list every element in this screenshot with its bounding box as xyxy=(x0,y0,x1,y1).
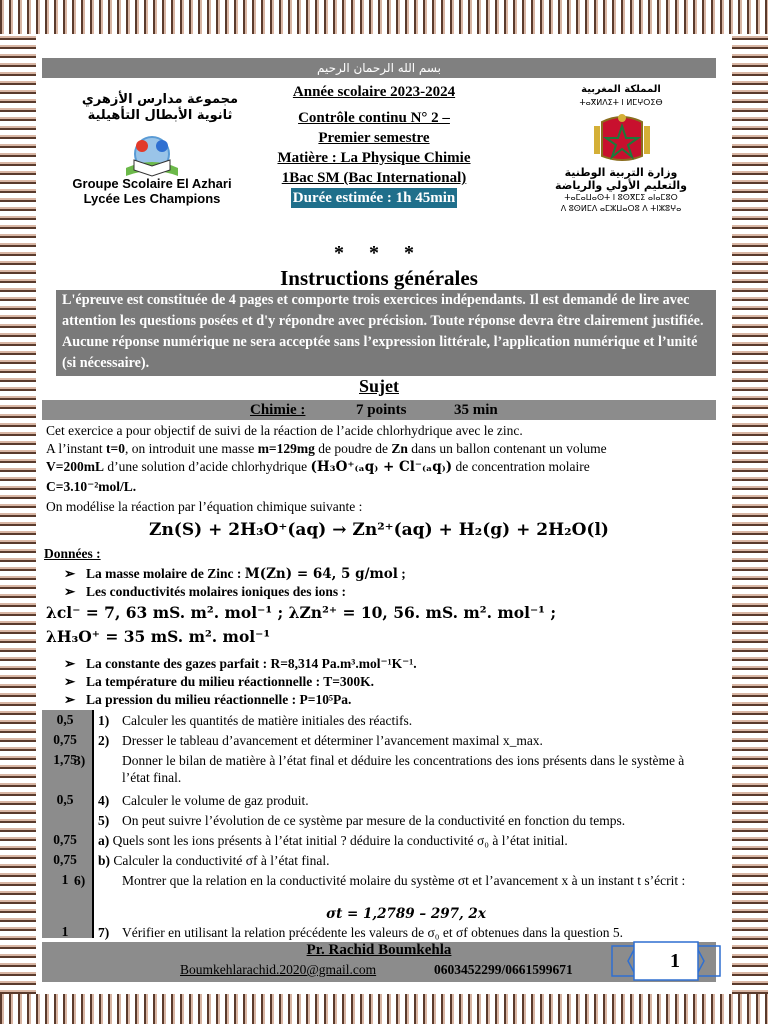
decorative-border-top xyxy=(0,0,768,34)
school-fr-line-2: Lycée Les Champions xyxy=(83,191,221,206)
question-5b xyxy=(98,852,714,869)
question-text: Calculer le volume de gaz produit. xyxy=(122,793,309,808)
subject: Matière : La Physique Chimie xyxy=(277,150,471,166)
intro-l2-a: A l’instant xyxy=(46,441,106,456)
ministry-tif-line-1: ⵜⴰⵎⴰⵡⴰⵙⵜ ⵏ ⵓⵙⴳⵎⵉ ⴰⵏⴰⵎⵓⵔ xyxy=(564,193,678,202)
ministry-arabic xyxy=(526,166,716,192)
intro-l2-c: , on introduit une masse xyxy=(124,441,258,456)
question-text: Montrer que la relation en la conductivité molaire du système σt et l’avancement x à un instant t s’écrit : xyxy=(122,873,686,888)
temperature-text: La température du milieu réactionnelle : T=300K. xyxy=(86,674,375,689)
question-5a xyxy=(98,832,714,849)
arrow-bullet-icon: ➢ xyxy=(64,692,76,707)
intro-line-3 xyxy=(46,458,590,476)
donnees-title: Données : xyxy=(44,546,101,561)
school-year: Année scolaire 2023-2024 xyxy=(292,84,456,100)
data-temperature xyxy=(64,674,374,690)
question-2 xyxy=(98,732,714,749)
teacher-name: Pr. Rachid Boumkehla xyxy=(306,942,452,958)
arrow-bullet-icon: ➢ xyxy=(64,656,76,671)
data-gas-constant xyxy=(64,656,417,672)
chimie-time: 35 min xyxy=(454,402,498,418)
question-number: 1) xyxy=(98,713,110,728)
question-text: Quels sont les ions présents à l’état initial ? déduire la conductivité σ₀ à l’état initial. xyxy=(112,833,568,848)
chimie-label: Chimie : xyxy=(250,402,306,418)
question-text: Calculer les quantités de matière initiales des réactifs. xyxy=(122,713,413,728)
question-number: 7) xyxy=(98,925,110,940)
class-level: 1Bac SM (Bac International) xyxy=(281,170,467,186)
molar-mass-value: M(Zn) = 64, 5 g/mol xyxy=(244,566,398,582)
arrow-bullet-icon: ➢ xyxy=(64,584,76,599)
exam-page xyxy=(42,58,716,988)
ministry-tif-line-2: ⴷ ⵓⵙⵍⵎⴷ ⴰⵎⵣⵡⴰⵔⵓ ⴷ ⵜⵏⵣⵓⵖⴰ xyxy=(560,204,682,213)
points-q7: 1 xyxy=(61,924,69,939)
question-text: Calculer la conductivité σf à l’état final. xyxy=(113,853,330,868)
intro-l2-e: de poudre de xyxy=(314,441,392,456)
school-name-arabic xyxy=(60,92,260,124)
conductivities-line-2: λH₃O⁺ = 35 mS. m². mol⁻¹ xyxy=(46,627,271,646)
question-text: Dresser le tableau d’avancement et déterminer l’avancement maximal x_max. xyxy=(122,733,543,748)
data-pressure xyxy=(64,692,351,708)
intro-l2-mass: m=129mg xyxy=(257,441,315,456)
points-q4: 0,5 xyxy=(56,792,74,807)
points-q5a: 0,75 xyxy=(53,832,77,847)
points-q6: 1 xyxy=(61,872,69,887)
intro-l2-g: dans un ballon contenant un volume xyxy=(407,441,607,456)
page-number: 1 xyxy=(670,950,680,972)
questions-table xyxy=(42,710,716,938)
intro-line-2 xyxy=(46,440,607,457)
intro-line-5: On modélise la réaction par l’équation chimique suivante : xyxy=(46,499,363,514)
points-q2: 0,75 xyxy=(53,732,77,747)
conductivities-line-1: λcl⁻ = 7, 63 mS. m². mol⁻¹ ; λZn²⁺ = 10, 56. mS. m². mol⁻¹ ; xyxy=(46,603,557,622)
molar-mass-sep: ; xyxy=(397,566,406,581)
kingdom-arabic: المملكة المغربية xyxy=(581,84,661,95)
ministry-ar-line-2: والتعليم الأولي والرياضة xyxy=(555,179,687,192)
instructions-title: Instructions générales xyxy=(280,266,478,290)
question-text: Donner le bilan de matière à l’état final et déduire les concentrations des ions présents dans le système à l’état final. xyxy=(122,753,685,785)
decorative-border-bottom xyxy=(0,994,768,1024)
chemical-equation: Zn(S) + 2H₃O⁺(aq) → Zn²⁺(aq) + H₂(g) + 2H₂O(l) xyxy=(149,520,609,540)
question-3 xyxy=(74,752,714,786)
question-number: 4) xyxy=(98,793,110,808)
intro-concentration: C=3.10⁻²mol/L. xyxy=(46,479,137,494)
question-number: 6) xyxy=(74,873,86,888)
question-number: 5) xyxy=(98,813,110,828)
conductivity-formula: σt = 1,2789 – 297, 2x xyxy=(326,906,486,922)
question-1 xyxy=(98,712,714,729)
bismillah-bar: بسم الله الرحمان الرحيم xyxy=(42,58,716,78)
question-6 xyxy=(74,872,714,889)
ministry-ar-line-1: وزارة التربية الوطنية xyxy=(564,166,678,179)
intro-l3-b: d’une solution d’acide chlorhydrique xyxy=(103,459,311,474)
question-number: a) xyxy=(98,833,110,848)
points-q1: 0,5 xyxy=(56,712,74,727)
kingdom-tifinagh: ⵜⴰⴳⵍⴷⵉⵜ ⵏ ⵍⵎⵖⵔⵉⴱ xyxy=(579,98,663,107)
intro-l3-solution: (H₃O⁺₍ₐq₎ + Cl⁻₍ₐq₎) xyxy=(310,459,453,475)
gas-constant-text: La constante des gazes parfait : R=8,314 Pa.m³.mol⁻¹K⁻¹. xyxy=(86,656,417,671)
intro-l2-t0: t=0 xyxy=(106,441,125,456)
moroccan-emblem-icon xyxy=(592,112,652,164)
teacher-email[interactable]: Boumkehlarachid.2020@gmail.com xyxy=(180,962,377,977)
duration: Durée estimée : 1h 45min xyxy=(292,190,456,206)
points-q5b: 0,75 xyxy=(53,852,77,867)
molar-mass-label: La masse molaire de Zinc : xyxy=(86,566,245,581)
question-7 xyxy=(98,924,714,941)
school-ar-line-1: مجموعة مدارس الأزهري xyxy=(81,92,239,107)
intro-l2-zn: Zn xyxy=(391,441,408,456)
question-number: 2) xyxy=(98,733,110,748)
arrow-bullet-icon: ➢ xyxy=(64,674,76,689)
teacher-phone: 0603452299/0661599671 xyxy=(434,962,573,977)
question-number: b) xyxy=(98,853,111,868)
question-text: On peut suivre l’évolution de ce système par mesure de la conductivité en fonction du temps. xyxy=(122,813,626,828)
control-title: Contrôle continu N° 2 – xyxy=(298,110,450,126)
instructions-text: L'épreuve est constituée de 4 pages et comporte trois exercices indépendants. Il est demandé de lire avec attention les questions posées et d'y répondre avec précision. Toute réponse devra être clairement justifiée. Aucune réponse numérique ne sera acceptée sans l’expression littérale, l’application numérique et l’unité (si nécessaire). xyxy=(56,290,716,376)
question-5 xyxy=(98,812,714,829)
pressure-text: La pression du milieu réactionnelle : P=10⁵Pa. xyxy=(86,692,352,707)
arrow-bullet-icon: ➢ xyxy=(64,566,76,581)
ministry-tifinagh xyxy=(526,192,716,214)
semester: Premier semestre xyxy=(318,130,430,146)
stars-separator: * * * xyxy=(334,242,424,264)
column-divider xyxy=(92,710,94,938)
ministry-logo-block xyxy=(526,84,716,214)
question-4 xyxy=(98,792,714,809)
sujet-title: Sujet xyxy=(359,376,399,396)
intro-line-1: Cet exercice a pour objectif de suivi de la réaction de l’acide chlorhydrique avec le zinc. xyxy=(46,423,523,438)
school-ar-line-2: ثانوية الأبطال التأهيلية xyxy=(87,108,233,123)
question-text: Vérifier en utilisant la relation précédente les valeurs de σ₀ et σf obtenues dans la question 5. xyxy=(122,925,623,940)
intro-l3-volume: V=200mL xyxy=(46,459,104,474)
conductivities-label: Les conductivités molaires ioniques des ions : xyxy=(86,584,347,599)
intro-l3-d: de concentration molaire xyxy=(452,459,590,474)
points-q3: 1,75 xyxy=(53,752,77,767)
decorative-border-right xyxy=(732,34,768,994)
chimie-section-bar xyxy=(42,400,716,420)
question-number: 3) xyxy=(74,753,86,768)
decorative-border-left xyxy=(0,34,36,994)
chimie-points: 7 points xyxy=(356,402,407,418)
school-fr-line-1: Groupe Scolaire El Azhari xyxy=(72,176,232,191)
data-molar-mass xyxy=(64,566,406,582)
school-name-french xyxy=(52,176,252,206)
data-conductivities xyxy=(64,584,346,600)
exam-header-info xyxy=(264,82,484,208)
